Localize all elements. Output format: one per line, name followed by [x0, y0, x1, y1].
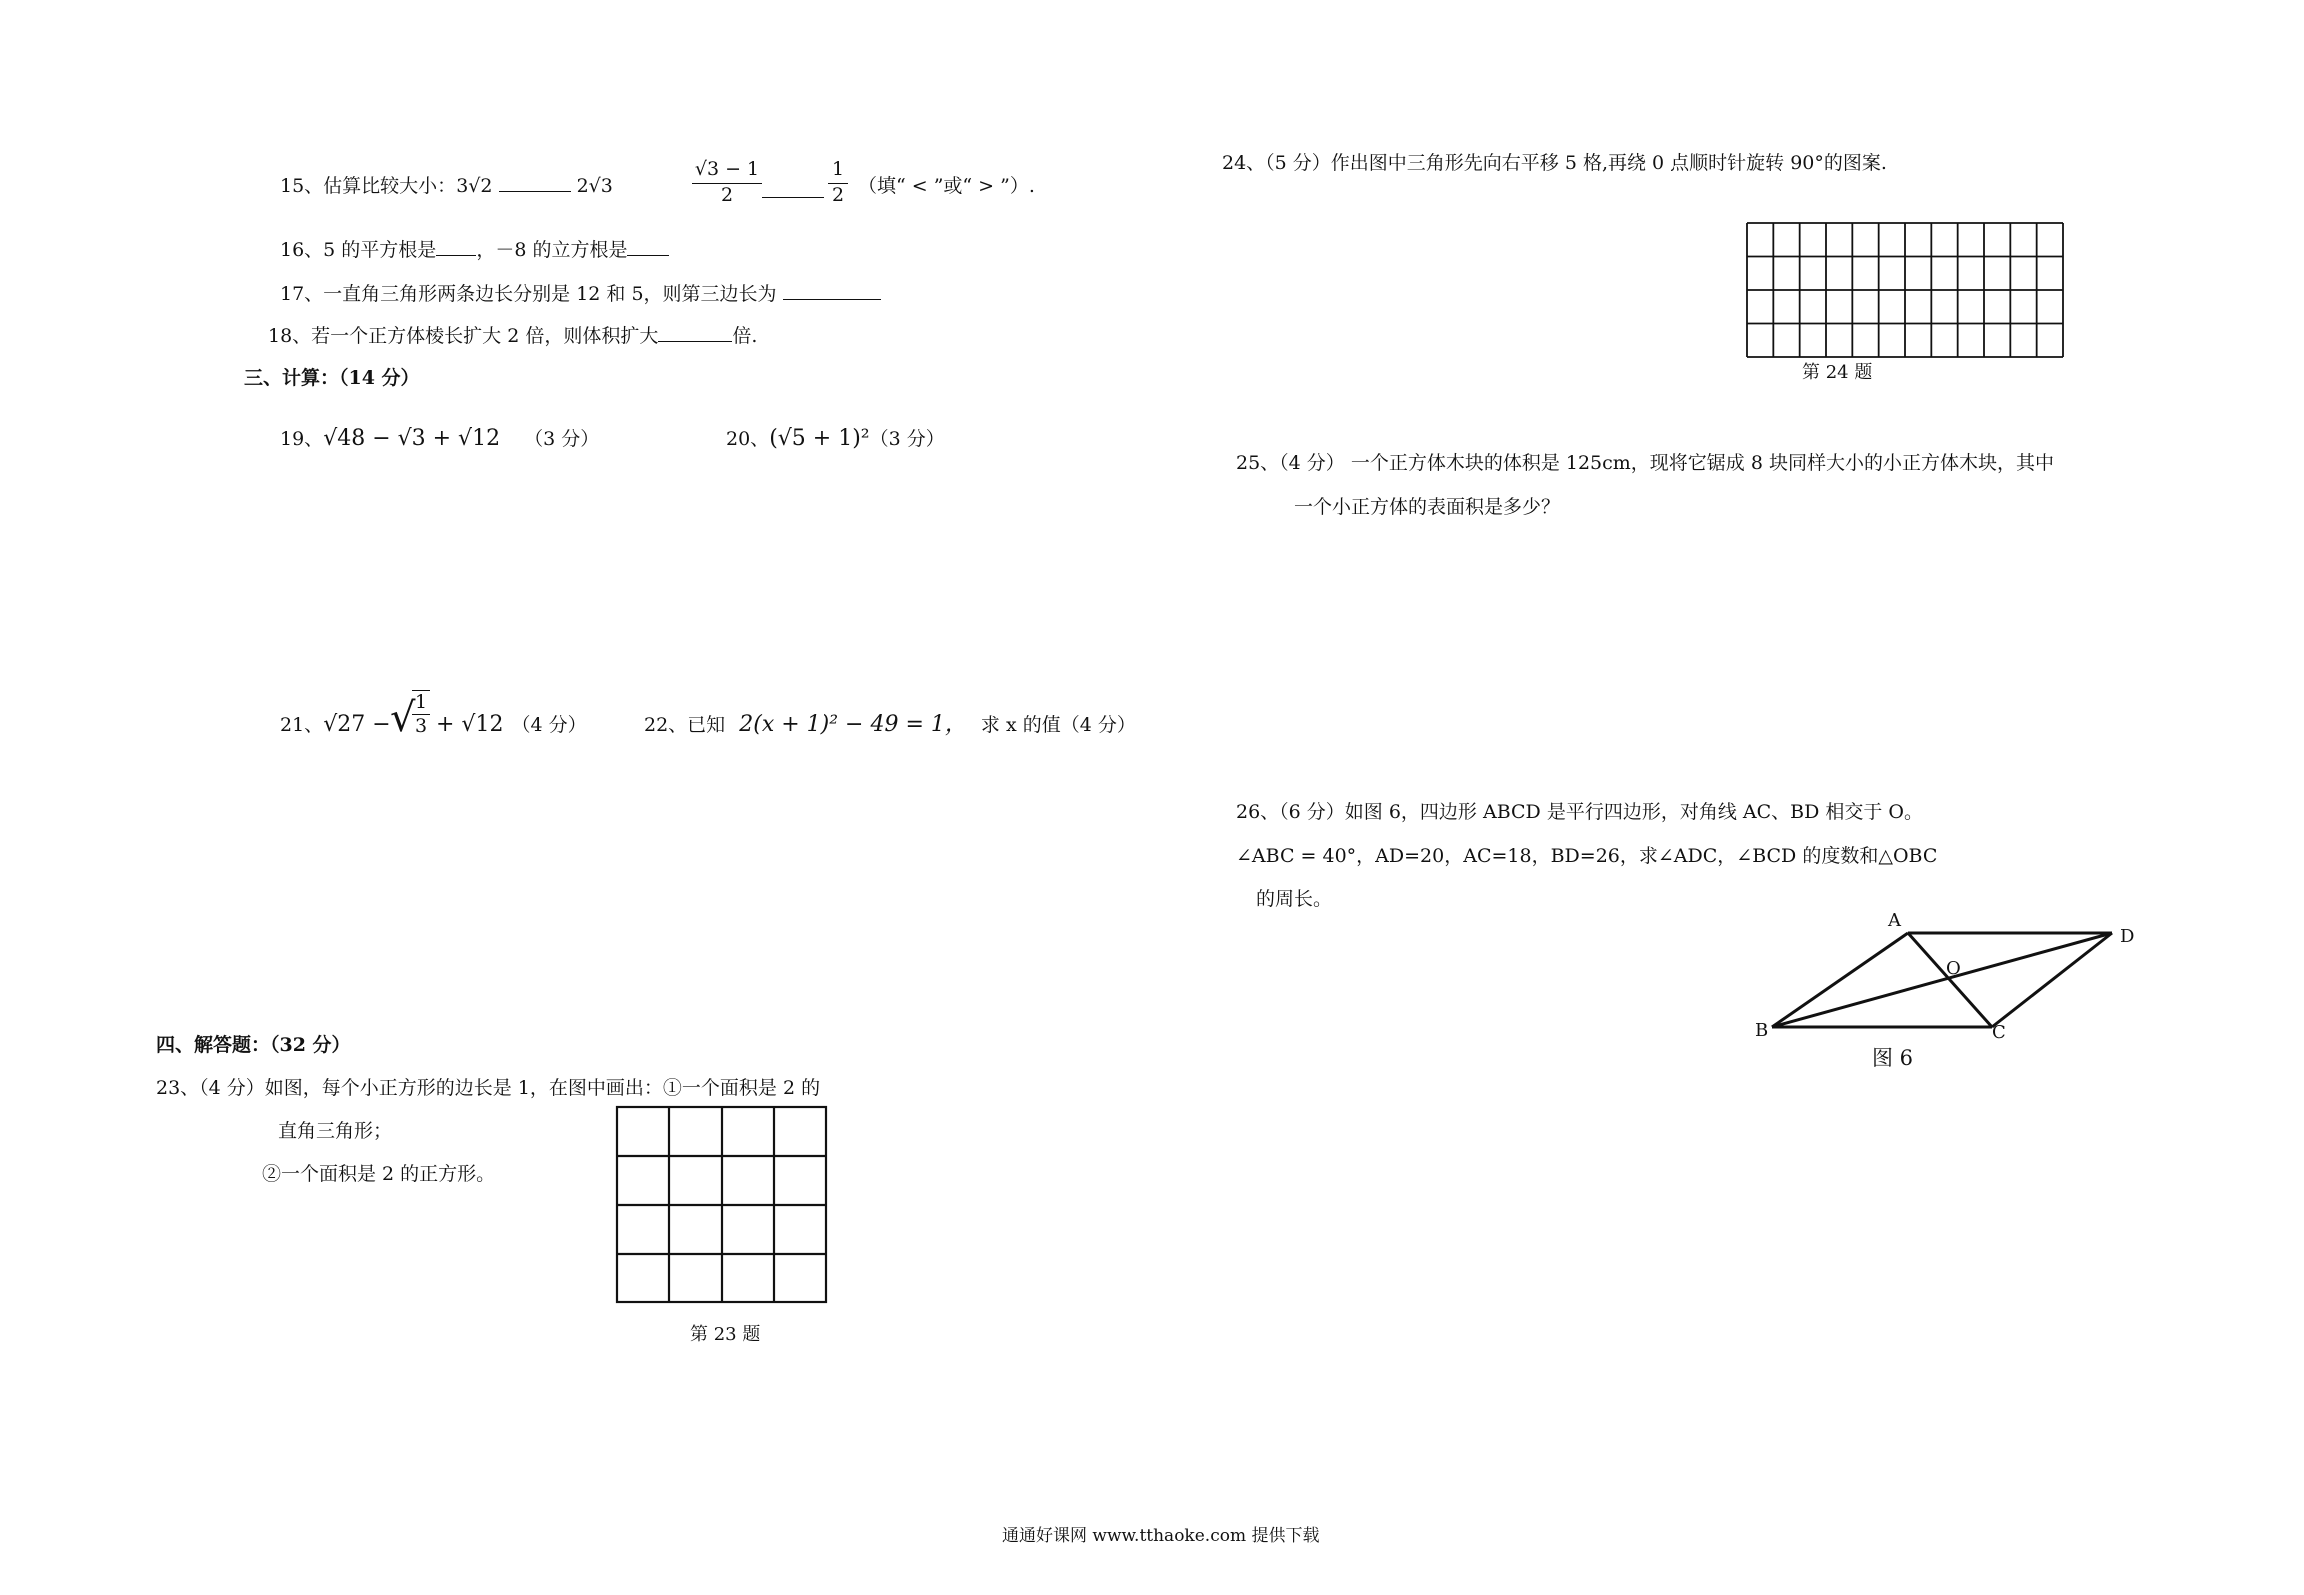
q17-blank[interactable]: [783, 298, 881, 300]
q24-caption: 第 24 题: [1802, 362, 1873, 383]
point-label-o: O: [1946, 958, 1961, 979]
q16-blank-1[interactable]: [436, 254, 476, 256]
q21-frac-num: 1: [412, 691, 430, 715]
q23-line2: 直角三角形；: [278, 1120, 393, 1142]
q21-tail: [436, 712, 587, 738]
q15-expr-b: 2√3: [576, 175, 613, 197]
q19-expr: √48 − √3 + √12: [323, 426, 501, 451]
question-16: [280, 239, 669, 262]
q22-expr: 2(x + 1)² − 49 = 1，: [739, 712, 967, 737]
q21-score: （4 分）: [511, 714, 587, 736]
section-4-heading: 四、解答题：（32 分）: [156, 1034, 351, 1056]
question-19: [280, 426, 599, 452]
q15-blank-2[interactable]: [762, 196, 824, 198]
q23-caption: 第 23 题: [690, 1324, 761, 1345]
q16-part2: ，－8 的立方根是: [476, 239, 628, 261]
q15-fraction-c: [692, 158, 762, 207]
q23-grid[interactable]: [616, 1106, 828, 1304]
q15-frac-d-den: 2: [831, 183, 845, 206]
question-17: [280, 283, 881, 306]
q19-label: 19、: [280, 428, 324, 450]
q17-text: 17、一直角三角形两条边长分别是 12 和 5，则第三边长为: [280, 283, 777, 305]
q20-label: 20、: [726, 428, 770, 450]
point-label-d: D: [2120, 926, 2135, 947]
q18-part1: 18、若一个正方体棱长扩大 2 倍，则体积扩大: [268, 325, 659, 347]
q18-part2: 倍.: [732, 325, 758, 347]
q16-part1: 16、5 的平方根是: [280, 239, 437, 261]
question-21: [280, 712, 391, 738]
q22-tail: 求 x 的值（4 分）: [980, 714, 1136, 736]
question-22: [644, 712, 1136, 738]
question-20: [726, 426, 945, 452]
q23-line3: ②一个面积是 2 的正方形。: [262, 1163, 496, 1185]
q23-line1: 23、（4 分）如图，每个小正方形的边长是 1，在图中画出：①一个面积是 2 的: [156, 1077, 821, 1099]
q15-fraction-d: [828, 158, 848, 207]
point-label-b: B: [1755, 1020, 1769, 1041]
question-18: [268, 325, 757, 348]
figure-6-caption: 图 6: [1872, 1046, 1914, 1070]
q26-line2: ∠ABC = 40°，AD=20，AC=18，BD=26，求∠ADC，∠BCD 的度数和△OBC: [1236, 845, 1938, 867]
q21-frac-den: 3: [414, 714, 428, 737]
point-label-c: C: [1992, 1022, 2006, 1043]
q25-line2: 一个小正方体的表面积是多少？: [1294, 496, 1561, 518]
q21-expr-b: + √12: [436, 712, 504, 737]
q26-line3: 的周长。: [1256, 888, 1333, 910]
q25-line1: 25、（4 分） 一个正方体木块的体积是 125cm，现将它锯成 8 块同样大小的小正方体木块，其中: [1236, 452, 2054, 474]
q15-frac-d-num: 1: [828, 158, 848, 184]
q16-blank-2[interactable]: [627, 254, 669, 256]
q15-prefix: 15、估算比较大小：: [280, 175, 457, 197]
point-label-a: A: [1888, 910, 1901, 931]
q15-suffix: （填“ < ”或“ > ”）.: [858, 175, 1035, 197]
q24-grid[interactable]: [1746, 222, 2064, 358]
q20-expr: (√5 + 1)²: [769, 426, 870, 451]
q26-line1: 26、（6 分）如图 6，四边形 ABCD 是平行四边形，对角线 AC、BD 相交于 O。: [1236, 801, 1923, 823]
q15-expr-a: 3√2: [456, 175, 493, 197]
q15-blank-1[interactable]: [499, 190, 571, 192]
q19-score: （3 分）: [524, 428, 600, 450]
q21-expr-a: √27 −: [323, 712, 391, 737]
question-15: [280, 175, 613, 198]
q22-label: 22、已知: [644, 714, 726, 736]
q20-score: （3 分）: [869, 428, 945, 450]
footer-text: 通通好课网 www.tthaoke.com 提供下载: [1002, 1526, 1320, 1546]
q18-blank[interactable]: [658, 340, 732, 342]
q15-frac-c-den: 2: [720, 183, 734, 206]
q24-text: 24、（5 分）作出图中三角形先向右平移 5 格,再绕 0 点顺时针旋转 90°的图案.: [1222, 152, 1887, 174]
section-3-heading: 三、计算：（14 分）: [244, 367, 420, 389]
q21-label: 21、: [280, 714, 324, 736]
q21-root-fraction: √: [390, 695, 416, 741]
q15-frac-c-num: √3 − 1: [692, 158, 762, 184]
parallelogram-figure: [1740, 900, 2080, 1050]
q21-fraction: [412, 690, 430, 738]
